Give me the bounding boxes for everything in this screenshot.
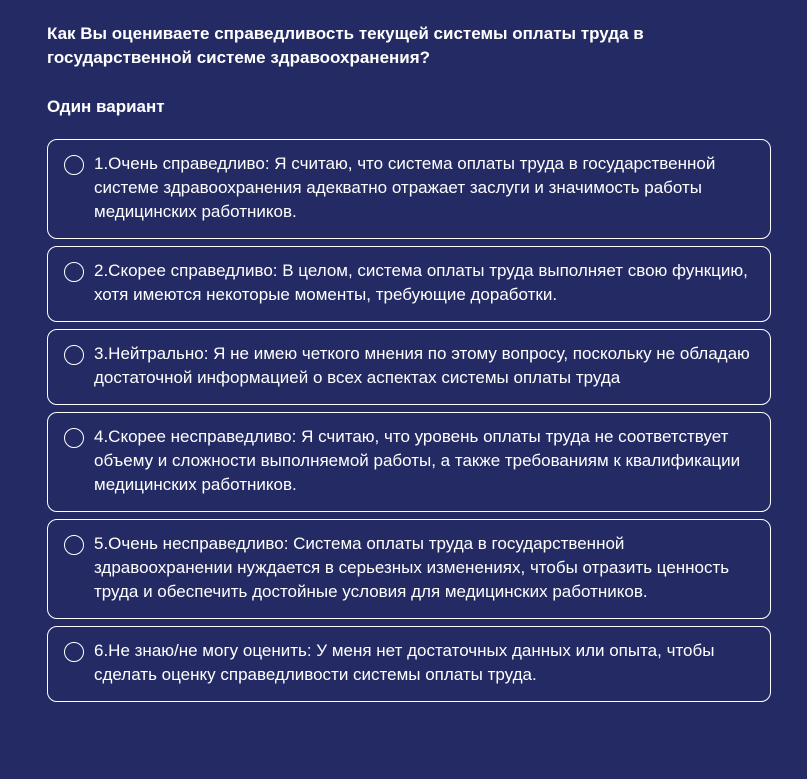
option-label: 1.Очень справедливо: Я считаю, что система оплаты труда в государственной системе здравоохранения адекватно отражает заслуги и значимость работы медицинских работников. [94,154,716,221]
option-5[interactable] [47,519,771,619]
radio-icon[interactable] [64,428,84,448]
radio-icon[interactable] [64,535,84,555]
option-label: 4.Скорее несправедливо: Я считаю, что уровень оплаты труда не соответствует объему и сложности выполняемой работы, а также требованиям к квалификации медицинских работников. [94,427,741,494]
radio-icon[interactable] [64,642,84,662]
option-label: 3.Нейтрально: Я не имею четкого мнения по этому вопросу, поскольку не обладаю достаточной информацией о всех аспектах системы оплаты труда [94,344,750,387]
option-6[interactable] [47,626,771,702]
radio-icon[interactable] [64,155,84,175]
option-label: 2.Скорее справедливо: В целом, система оплаты труда выполняет свою функцию, хотя имеются некоторые моменты, требующие доработки. [94,261,748,304]
radio-icon[interactable] [64,345,84,365]
option-2[interactable] [47,246,771,322]
options-list [47,139,771,709]
option-label: 6.Не знаю/не могу оценить: У меня нет достаточных данных или опыта, чтобы сделать оценку справедливости системы оплаты труда. [94,641,715,684]
option-label: 5.Очень несправедливо: Система оплаты труда в государственной здравоохранении нуждается в серьезных изменениях, чтобы отразить ценность труда и обеспечить достойные условия для медицинских работников. [94,534,730,601]
answer-type-hint: Один вариант [47,97,165,116]
option-1[interactable] [47,139,771,239]
option-3[interactable] [47,329,771,405]
question-title: Как Вы оцениваете справедливость текущей системы оплаты труда в государственной системе здравоохранения? [47,24,644,67]
option-4[interactable] [47,412,771,512]
radio-icon[interactable] [64,262,84,282]
